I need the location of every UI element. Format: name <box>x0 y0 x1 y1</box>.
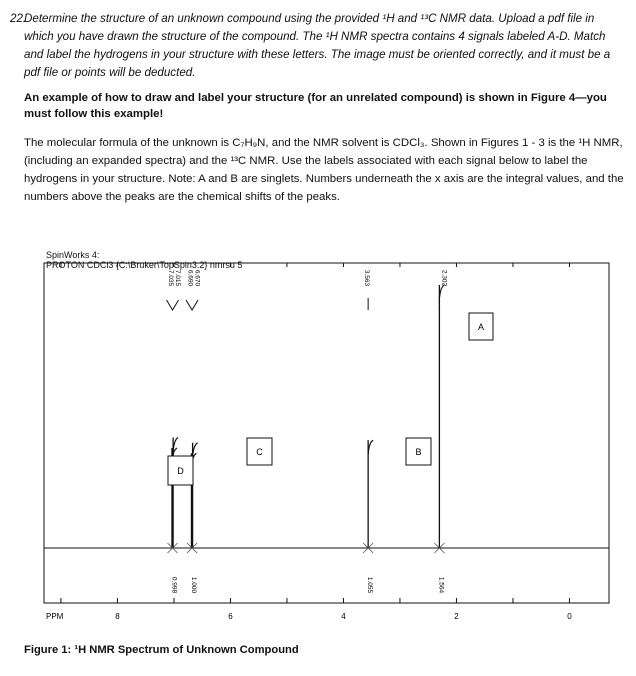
shift-label: 2.302 <box>440 269 448 287</box>
integral-curve <box>368 440 373 454</box>
integral-label: 1.000 <box>190 576 198 594</box>
figure-caption: Figure 1: ¹H NMR Spectrum of Unknown Compound <box>24 644 299 656</box>
axis-tick-label: 6 <box>228 612 233 621</box>
shift-leader <box>186 300 198 310</box>
signal-box-b <box>406 438 431 465</box>
axis-label: PPM <box>46 612 64 621</box>
example-note: An example of how to draw and label your structure (for an unrelated compound) is shown in Figure 4—you must follow this example! <box>24 92 607 120</box>
question-body: Determine the structure of an unknown compound using the provided ¹H and ¹³C NMR data. Upload a pdf file in which you have drawn the structure of the compound. The ¹H NMR spectra contains 4 signals labeled A-D. Match and label the hydrogens in your structure with these letters. The image must be oriented correctly, and it must be a pdf file or points will be deducted. <box>24 12 611 79</box>
spectrum-frame <box>44 263 609 603</box>
axis-tick-label: 2 <box>454 612 459 621</box>
peaks <box>172 285 444 548</box>
signal-label-c: C <box>256 447 263 457</box>
shift-label: 7.035 <box>166 269 174 287</box>
top-axis-ticks <box>61 263 570 267</box>
signal-label-d: D <box>177 466 184 476</box>
shift-label: 6.690 <box>186 269 194 287</box>
signal-label-b: B <box>415 447 422 457</box>
shift-label: 3.563 <box>363 269 371 287</box>
shift-label: 7.015 <box>174 269 182 287</box>
integral-label: 1.055 <box>366 576 374 594</box>
axis-tick-label: 0 <box>567 612 572 621</box>
signal-box-d <box>168 456 193 485</box>
shift-leader <box>167 300 179 310</box>
shift-label: 6.670 <box>193 269 201 287</box>
shift-labels <box>167 270 448 310</box>
integral-label: 1.564 <box>437 576 445 594</box>
signal-label-a: A <box>477 322 485 332</box>
signal-box-c <box>247 438 272 465</box>
axis-tick-label: 4 <box>341 612 346 621</box>
integral-labels <box>171 577 445 594</box>
integral-label: 0.998 <box>170 576 178 594</box>
signal-box-a <box>469 313 493 340</box>
spectrum-title: PROTON CDCl3 {C:\Bruker\TopSpin3.2} nmrsu 5 <box>46 260 243 270</box>
question-number: 22. <box>10 12 27 25</box>
integral-curve <box>439 285 444 299</box>
software-label: SpinWorks 4: <box>46 250 100 260</box>
compound-description: The molecular formula of the unknown is C₇H₉N, and the NMR solvent is CDCl₃. Shown in Figures 1 - 3 is the ¹H NMR, (including an expanded spectra) and the ¹³C NMR. Use the labels associated with each signal below to label the hydrogens in your structure. Note: A and B are singlets. Numbers underneath the x axis are the integral values, and the numbers above the peaks are the chemical shifts of the peaks. <box>24 137 624 203</box>
bottom-axis-ticks <box>61 598 572 621</box>
axis-tick-label: 8 <box>115 612 120 621</box>
